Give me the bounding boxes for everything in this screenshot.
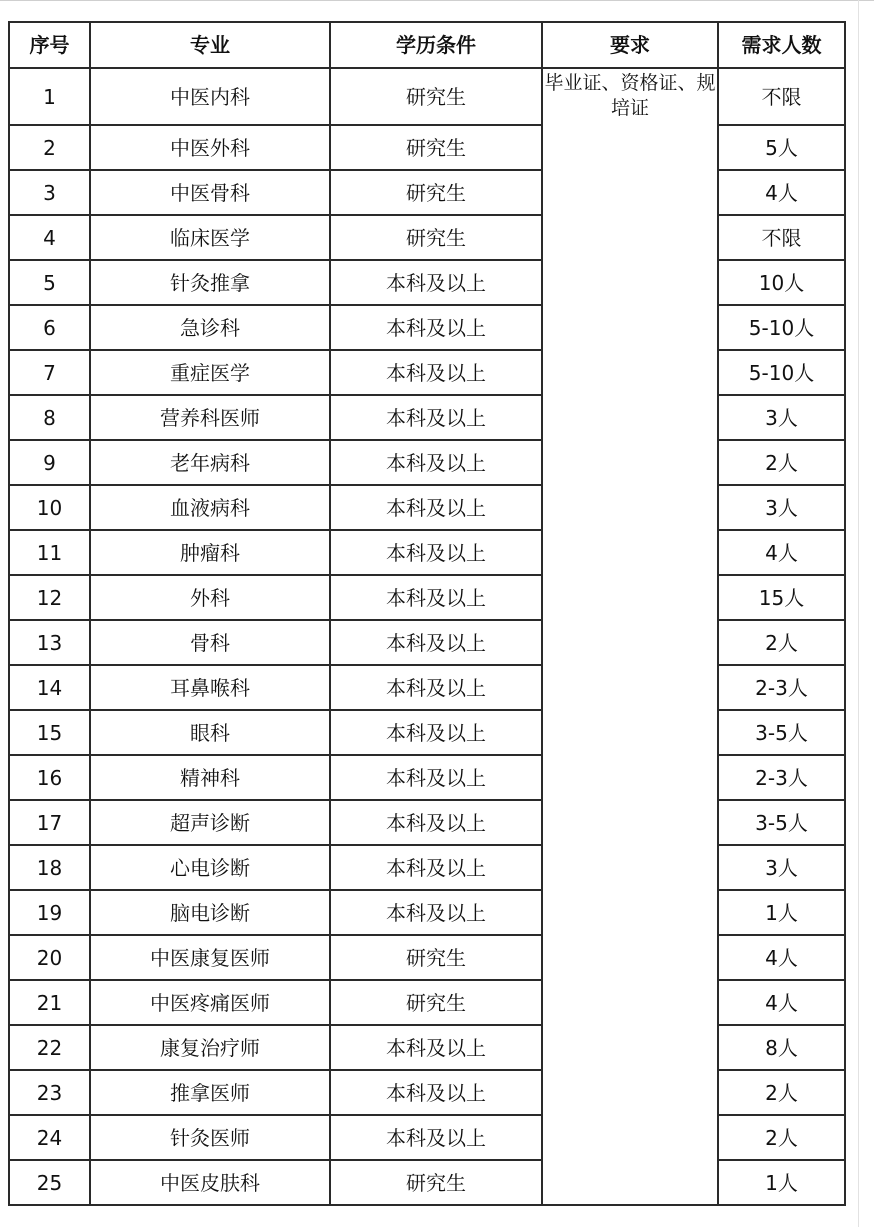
cell-education: 本科及以上 (330, 1070, 542, 1115)
cell-education: 本科及以上 (330, 620, 542, 665)
table-row (9, 125, 845, 170)
cell-headcount: 8人 (718, 1025, 845, 1070)
recruitment-table (8, 21, 846, 1206)
cell-education: 本科及以上 (330, 350, 542, 395)
cell-education: 本科及以上 (330, 260, 542, 305)
header-education: 学历条件 (330, 22, 542, 68)
cell-major: 脑电诊断 (90, 890, 330, 935)
cell-major: 针灸医师 (90, 1115, 330, 1160)
cell-major: 中医内科 (90, 68, 330, 125)
table-row (9, 710, 845, 755)
cell-education: 本科及以上 (330, 530, 542, 575)
cell-education: 本科及以上 (330, 1025, 542, 1070)
cell-headcount: 2-3人 (718, 665, 845, 710)
cell-major: 中医疼痛医师 (90, 980, 330, 1025)
cell-headcount: 1人 (718, 1160, 845, 1205)
cell-headcount: 5-10人 (718, 305, 845, 350)
cell-headcount: 1人 (718, 890, 845, 935)
cell-headcount: 4人 (718, 980, 845, 1025)
header-no: 序号 (9, 22, 90, 68)
cell-headcount: 3-5人 (718, 800, 845, 845)
cell-major: 精神科 (90, 755, 330, 800)
cell-education: 本科及以上 (330, 665, 542, 710)
cell-major: 营养科医师 (90, 395, 330, 440)
cell-major: 肿瘤科 (90, 530, 330, 575)
cell-major: 推拿医师 (90, 1070, 330, 1115)
cell-major: 耳鼻喉科 (90, 665, 330, 710)
cell-headcount: 2人 (718, 1115, 845, 1160)
cell-no: 17 (9, 800, 90, 845)
cell-education: 研究生 (330, 980, 542, 1025)
table-row (9, 530, 845, 575)
top-divider (0, 0, 874, 1)
cell-education: 本科及以上 (330, 1115, 542, 1160)
cell-education: 研究生 (330, 170, 542, 215)
cell-education: 研究生 (330, 935, 542, 980)
table-row (9, 1070, 845, 1115)
cell-major: 临床医学 (90, 215, 330, 260)
cell-major: 外科 (90, 575, 330, 620)
cell-no: 11 (9, 530, 90, 575)
cell-no: 12 (9, 575, 90, 620)
cell-major: 急诊科 (90, 305, 330, 350)
table-row (9, 305, 845, 350)
cell-major: 针灸推拿 (90, 260, 330, 305)
cell-major: 中医外科 (90, 125, 330, 170)
cell-no: 22 (9, 1025, 90, 1070)
cell-major: 心电诊断 (90, 845, 330, 890)
cell-no: 21 (9, 980, 90, 1025)
table-row (9, 485, 845, 530)
cell-no: 3 (9, 170, 90, 215)
cell-major: 康复治疗师 (90, 1025, 330, 1070)
cell-headcount: 3人 (718, 845, 845, 890)
cell-headcount: 4人 (718, 170, 845, 215)
cell-no: 20 (9, 935, 90, 980)
cell-no: 7 (9, 350, 90, 395)
cell-education: 本科及以上 (330, 575, 542, 620)
cell-major: 重症医学 (90, 350, 330, 395)
cell-no: 14 (9, 665, 90, 710)
cell-headcount: 4人 (718, 935, 845, 980)
cell-no: 23 (9, 1070, 90, 1115)
cell-headcount: 3人 (718, 395, 845, 440)
table-row (9, 800, 845, 845)
table-row (9, 260, 845, 305)
header-major: 专业 (90, 22, 330, 68)
cell-no: 16 (9, 755, 90, 800)
cell-headcount: 10人 (718, 260, 845, 305)
cell-headcount: 2人 (718, 440, 845, 485)
cell-major: 骨科 (90, 620, 330, 665)
table-row (9, 215, 845, 260)
cell-education: 本科及以上 (330, 845, 542, 890)
cell-major: 中医骨科 (90, 170, 330, 215)
cell-headcount: 3-5人 (718, 710, 845, 755)
table-row (9, 68, 845, 125)
cell-education: 本科及以上 (330, 890, 542, 935)
table-row (9, 890, 845, 935)
table-row (9, 1115, 845, 1160)
table-row (9, 1025, 845, 1070)
header-row (9, 22, 845, 68)
table-row (9, 350, 845, 395)
cell-no: 5 (9, 260, 90, 305)
cell-major: 眼科 (90, 710, 330, 755)
table-row (9, 170, 845, 215)
table-row (9, 1160, 845, 1205)
cell-education: 本科及以上 (330, 800, 542, 845)
cell-headcount: 5-10人 (718, 350, 845, 395)
table-body (9, 68, 845, 1205)
cell-education: 研究生 (330, 125, 542, 170)
cell-education: 本科及以上 (330, 755, 542, 800)
cell-no: 10 (9, 485, 90, 530)
cell-headcount: 3人 (718, 485, 845, 530)
table-row (9, 575, 845, 620)
cell-no: 15 (9, 710, 90, 755)
cell-headcount: 5人 (718, 125, 845, 170)
cell-education: 本科及以上 (330, 440, 542, 485)
table-row (9, 440, 845, 485)
cell-no: 25 (9, 1160, 90, 1205)
cell-education: 研究生 (330, 1160, 542, 1205)
cell-education: 研究生 (330, 215, 542, 260)
cell-no: 9 (9, 440, 90, 485)
cell-major: 血液病科 (90, 485, 330, 530)
cell-education: 研究生 (330, 68, 542, 125)
table-row (9, 395, 845, 440)
cell-no: 24 (9, 1115, 90, 1160)
cell-major: 超声诊断 (90, 800, 330, 845)
cell-no: 1 (9, 68, 90, 125)
cell-major: 中医康复医师 (90, 935, 330, 980)
table-row (9, 935, 845, 980)
table-row (9, 620, 845, 665)
cell-education: 本科及以上 (330, 305, 542, 350)
cell-headcount: 2-3人 (718, 755, 845, 800)
cell-no: 2 (9, 125, 90, 170)
table-row (9, 665, 845, 710)
cell-headcount: 2人 (718, 1070, 845, 1115)
cell-headcount: 不限 (718, 68, 845, 125)
cell-headcount: 2人 (718, 620, 845, 665)
cell-education: 本科及以上 (330, 485, 542, 530)
cell-no: 8 (9, 395, 90, 440)
right-page-edge (858, 0, 859, 1227)
cell-no: 13 (9, 620, 90, 665)
cell-education: 本科及以上 (330, 710, 542, 755)
table-row (9, 980, 845, 1025)
cell-major: 中医皮肤科 (90, 1160, 330, 1205)
cell-no: 6 (9, 305, 90, 350)
cell-requirement: 毕业证、资格证、规培证 (542, 68, 718, 1205)
cell-major: 老年病科 (90, 440, 330, 485)
cell-no: 19 (9, 890, 90, 935)
cell-education: 本科及以上 (330, 395, 542, 440)
cell-no: 4 (9, 215, 90, 260)
cell-headcount: 不限 (718, 215, 845, 260)
header-requirement: 要求 (542, 22, 718, 68)
cell-headcount: 15人 (718, 575, 845, 620)
cell-no: 18 (9, 845, 90, 890)
cell-headcount: 4人 (718, 530, 845, 575)
table-row (9, 755, 845, 800)
header-headcount: 需求人数 (718, 22, 845, 68)
table-row (9, 845, 845, 890)
